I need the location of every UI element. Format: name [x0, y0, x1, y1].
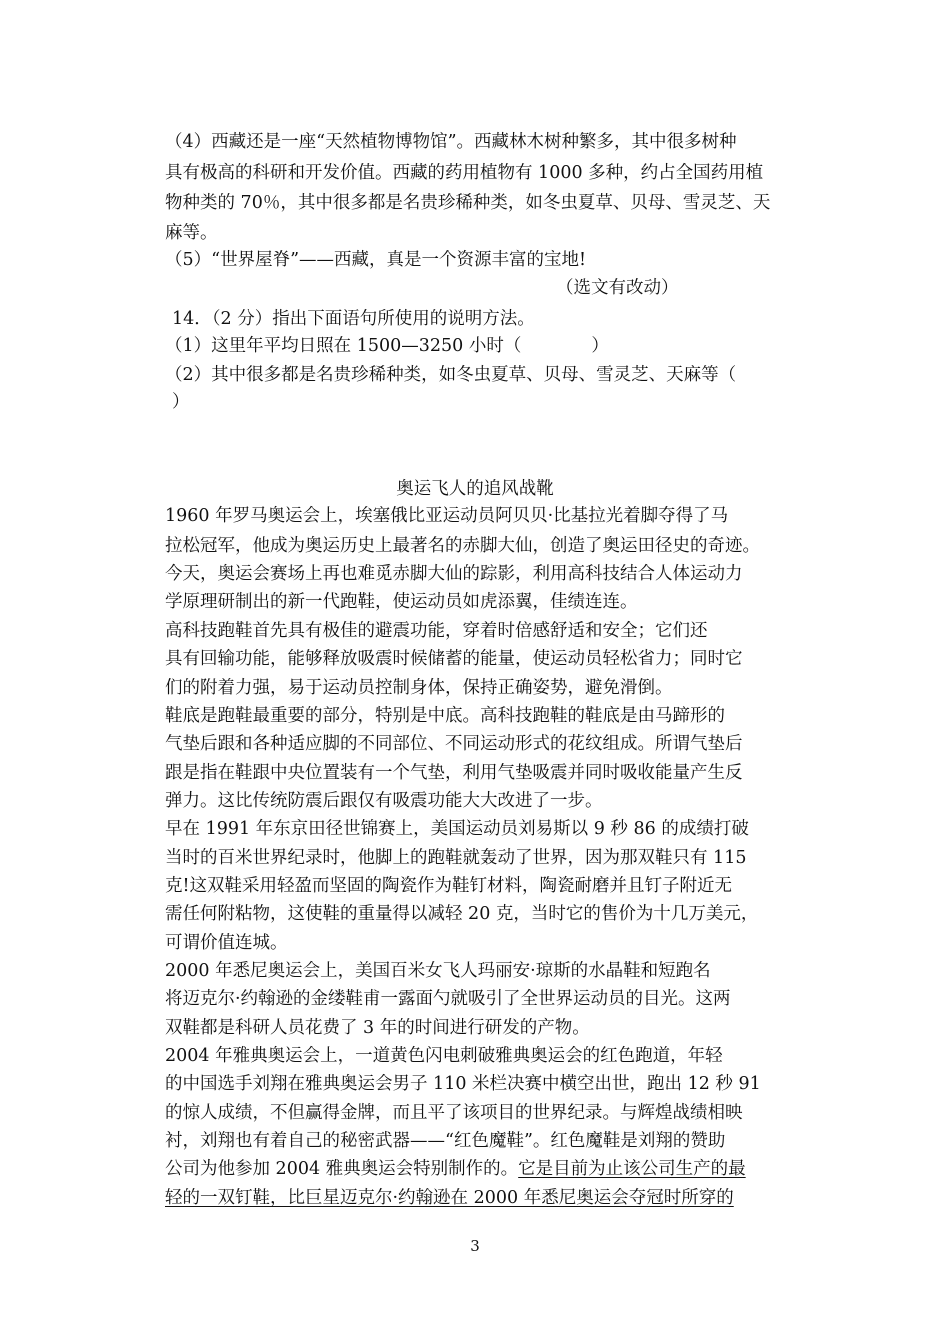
- article-line: 弹力。这比传统防震后跟仅有吸震功能大大改进了一步。: [165, 791, 603, 811]
- article-line: 具有回输功能，能够释放吸震时候储蓄的能量，使运动员轻松省力；同时它: [165, 649, 743, 669]
- paragraph-line: （4）西藏还是一座“天然植物博物馆”。西藏林木树种繁多，其中很多树种: [165, 132, 737, 152]
- article-line: 可谓价值连城。: [165, 933, 288, 953]
- paragraph-line: 麻等。: [165, 223, 218, 243]
- article-line: 的惊人成绩，不但赢得金牌，而且平了该项目的世界纪录。与辉煌战绩相映: [165, 1103, 743, 1123]
- page-number: 3: [470, 1237, 480, 1255]
- article-line: 气垫后跟和各种适应脚的不同部位、不同运动形式的花纹组成。所谓气垫后: [165, 734, 743, 754]
- article-line: 鞋底是跑鞋最重要的部分，特别是中底。高科技跑鞋的鞋底是由马蹄形的: [165, 706, 725, 726]
- question-stem: 14．（2 分）指出下面语句所使用的说明方法。: [172, 309, 535, 329]
- article-line: 2004 年雅典奥运会上，一道黄色闪电刺破雅典奥运会的红色跑道，年轻: [165, 1046, 723, 1066]
- underlined-sentence: 轻的一双钉鞋，比巨星迈克尔·约翰逊在 2000 年悉尼奥运会夺冠时所穿的: [165, 1188, 734, 1208]
- article-line: 当时的百米世界纪录时，他脚上的跑鞋就轰动了世界，因为那双鞋只有 115: [165, 848, 747, 868]
- article-line: 早在 1991 年东京田径世锦赛上，美国运动员刘易斯以 9 秒 86 的成绩打破: [165, 819, 749, 839]
- article-line: [165, 1158, 746, 1180]
- paragraph-line: （5）“世界屋脊”——西藏，真是一个资源丰富的宝地!: [165, 250, 587, 270]
- article-line: 衬，刘翔也有着自己的秘密武器——“红色魔鞋”。红色魔鞋是刘翔的赞助: [165, 1131, 726, 1151]
- article-line: 今天，奥运会赛场上再也难觅赤脚大仙的踪影，利用高科技结合人体运动力: [165, 564, 743, 584]
- article-line: 拉松冠军，他成为奥运历史上最著名的赤脚大仙，创造了奥运田径史的奇迹。: [165, 536, 760, 556]
- question-item-2-close: ）: [172, 392, 190, 412]
- article-line: 将迈克尔·约翰逊的金缕鞋甫一露面勺就吸引了全世界运动员的目光。这两: [165, 989, 731, 1009]
- article-text: 公司为他参加 2004 雅典奥运会特别制作的。: [165, 1159, 519, 1179]
- article-line: 需任何附粘物，这使鞋的重量得以减轻 20 克，当时它的售价为十几万美元，: [165, 904, 759, 924]
- article-line: 高科技跑鞋首先具有极佳的避震功能，穿着时倍感舒适和安全；它们还: [165, 621, 708, 641]
- source-note: （选文有改动）: [556, 278, 679, 298]
- article-line: 的中国选手刘翔在雅典奥运会男子 110 米栏决赛中横空出世，跑出 12 秒 91: [165, 1074, 761, 1094]
- article-line: 双鞋都是科研人员花费了 3 年的时间进行研发的产物。: [165, 1018, 590, 1038]
- question-item-1: （1）这里年平均日照在 1500—3250 小时（ ）: [165, 336, 609, 356]
- article-line: 们的附着力强，易于运动员控制身体，保持正确姿势，避免滑倒。: [165, 678, 673, 698]
- underlined-sentence: 它是目前为止该公司生产的最: [518, 1159, 746, 1179]
- article-title: 奥运飞人的追风战靴: [396, 479, 554, 499]
- article-line: 学原理研制出的新一代跑鞋，使运动员如虎添翼，佳绩连连。: [165, 592, 638, 612]
- article-line: 1960 年罗马奥运会上，埃塞俄比亚运动员阿贝贝·比基拉光着脚夺得了马: [165, 506, 729, 526]
- article-line: 2000 年悉尼奥运会上，美国百米女飞人玛丽安·琼斯的水晶鞋和短跑名: [165, 961, 711, 981]
- article-line: 跟是指在鞋跟中央位置装有一个气垫，利用气垫吸震并同时吸收能量产生反: [165, 763, 743, 783]
- article-line: 克!这双鞋采用轻盈而坚固的陶瓷作为鞋钉材料，陶瓷耐磨并且钉子附近无: [165, 876, 733, 896]
- question-item-2: （2）其中很多都是名贵珍稀种类，如冬虫夏草、贝母、雪灵芝、天麻等（: [165, 365, 737, 385]
- paragraph-line: 具有极高的科研和开发价值。西藏的药用植物有 1000 多种，约占全国药用植: [165, 163, 764, 183]
- paragraph-line: 物种类的 70％，其中很多都是名贵珍稀种类，如冬虫夏草、贝母、雪灵芝、天: [165, 193, 771, 213]
